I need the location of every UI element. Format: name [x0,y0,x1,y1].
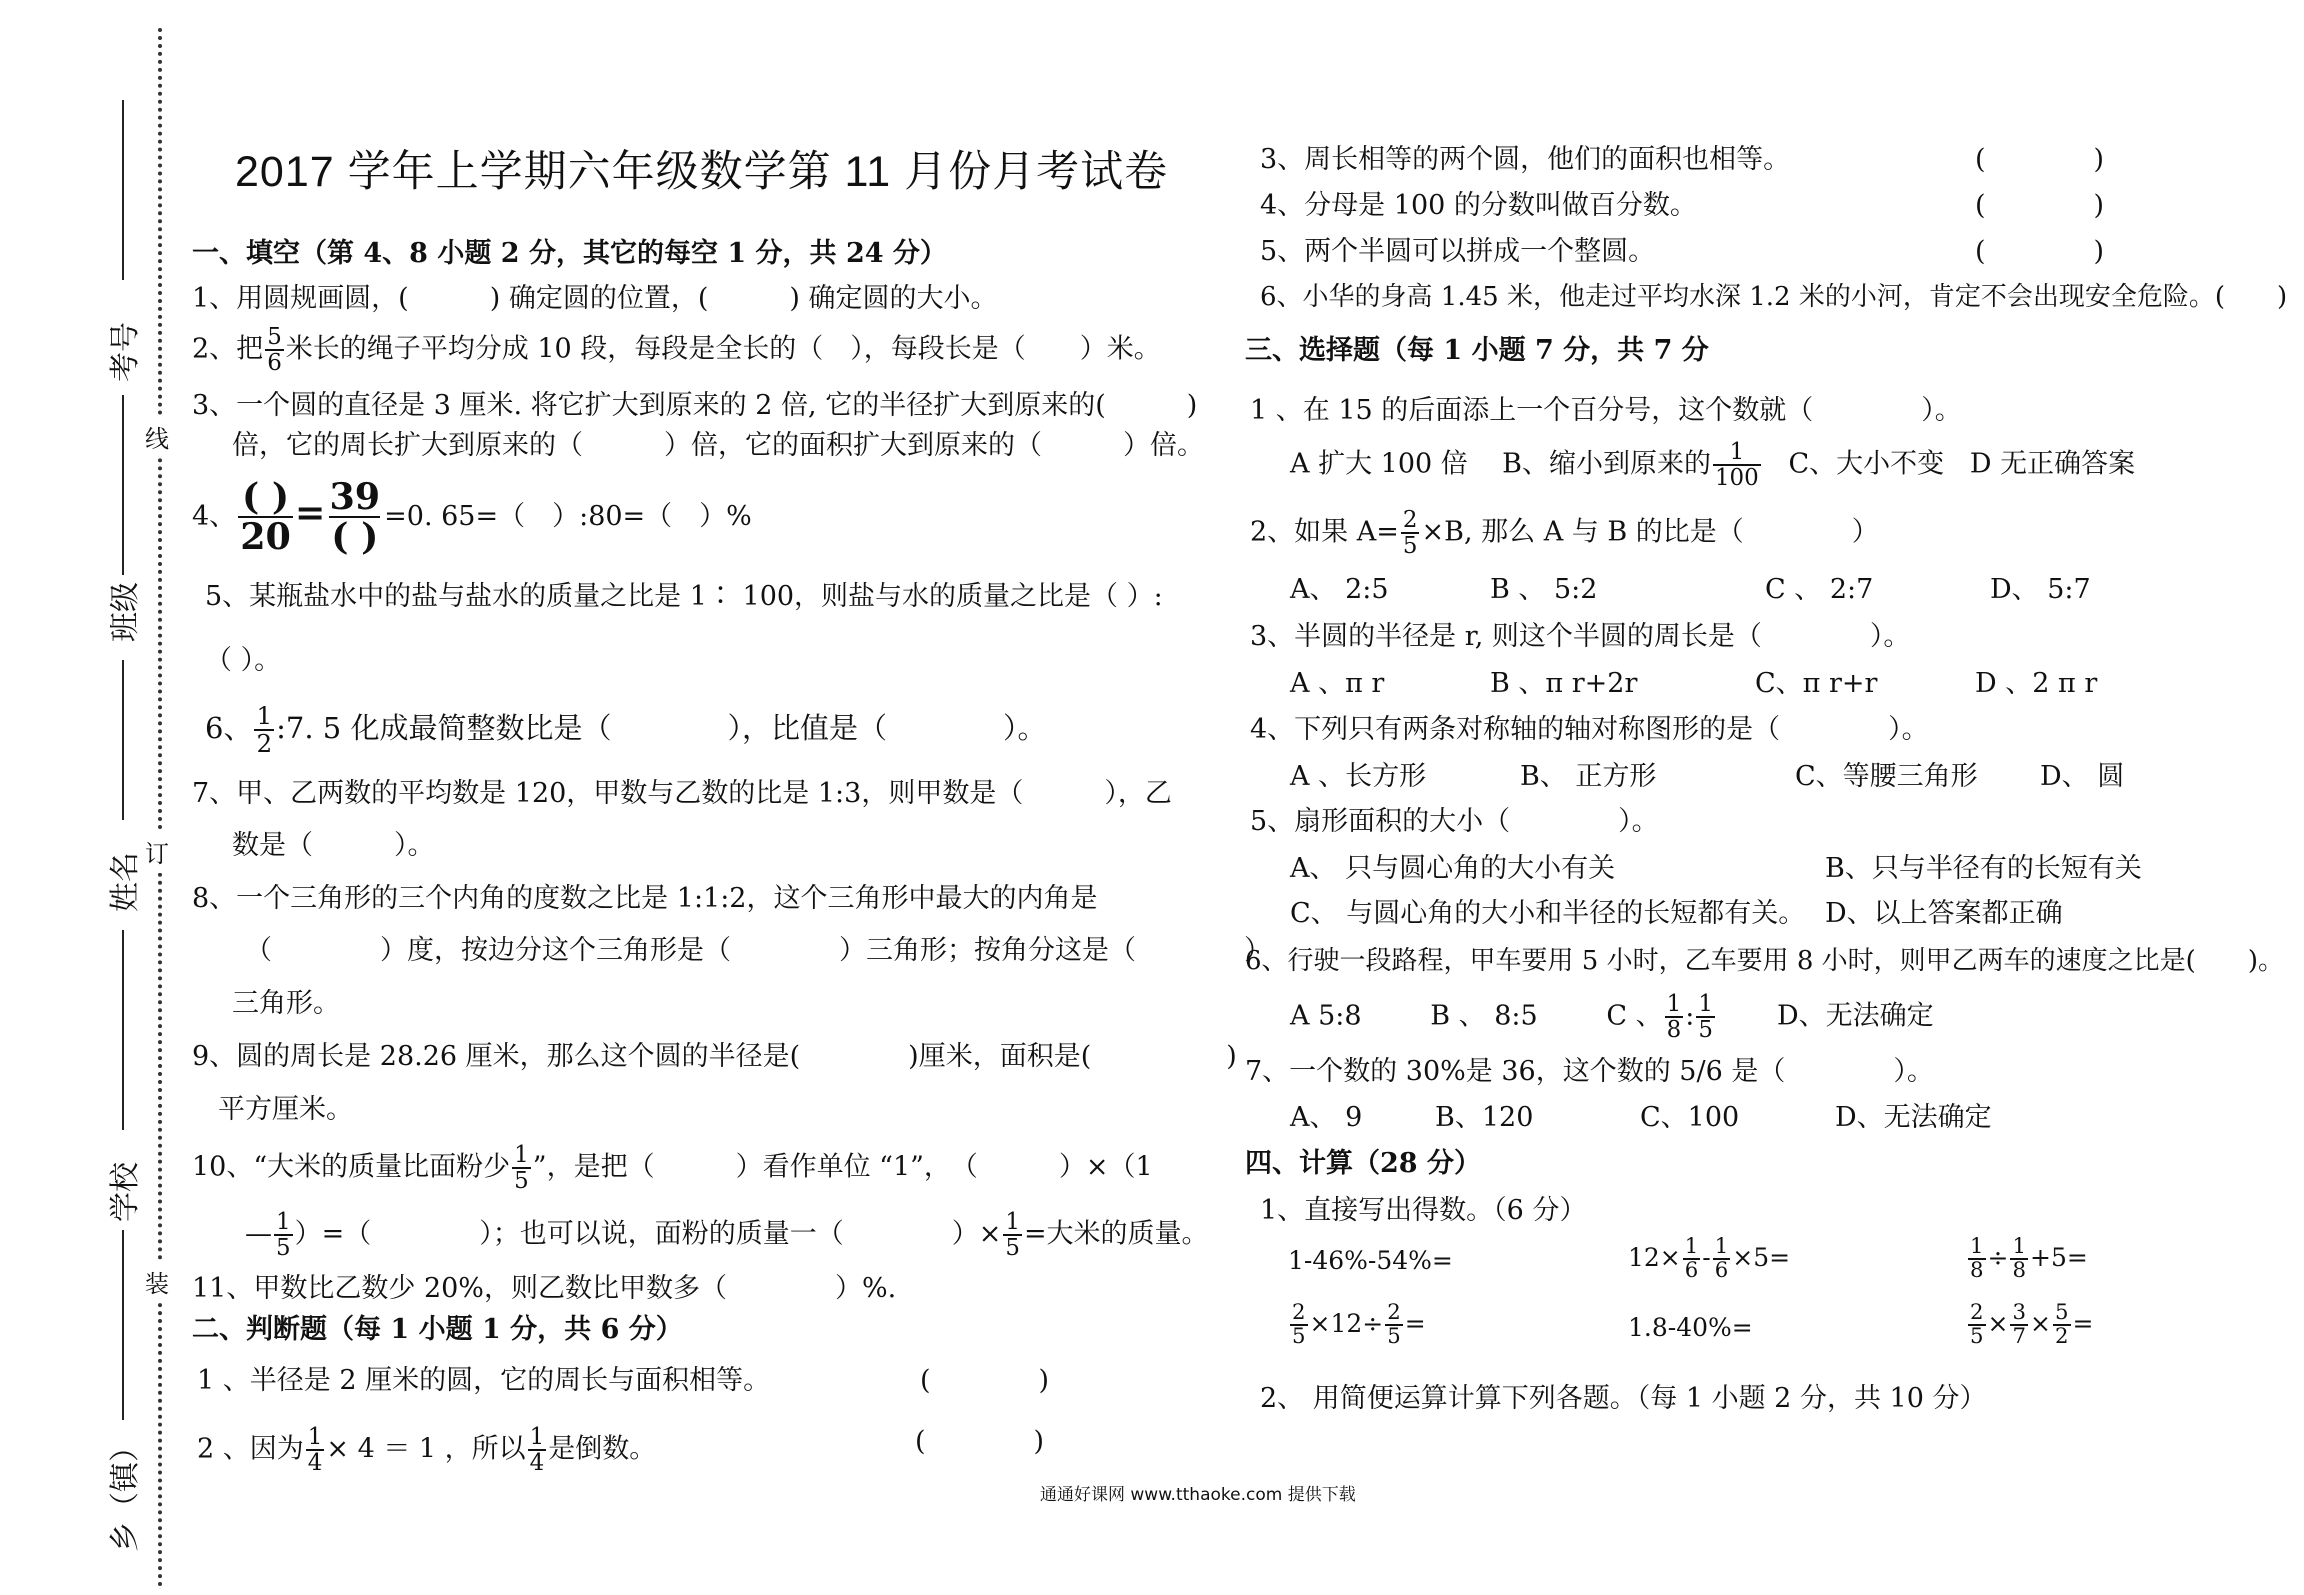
s4-calc6 [1966,1302,2093,1349]
numerator: 1 [1714,1234,1729,1259]
s1-q8a: 8、一个三角形的三个内角的度数之比是 1:1:2，这个三角形中最大的内角是 [192,883,1098,914]
numerator: 1 [1729,439,1745,465]
s1-q4-equals: = [294,490,326,534]
numerator: 2 [1387,1300,1401,1325]
s3-q6-fraction1 [1665,992,1684,1042]
s3-q2 [1250,508,1879,558]
numerator: 2 [1970,1300,1984,1325]
exam-no-label: 考号 [108,322,143,382]
s1-q6-text-b: :7. 5 化成最简整数比是（ ），比值是（ ）。 [276,710,1047,745]
town-label: 乡（镇） [108,1432,143,1552]
numerator: 3 [2012,1300,2027,1325]
denominator: 5 [514,1168,529,1195]
s1-q4-num: 4、 [192,500,237,532]
numerator: 1 [256,701,273,730]
numerator: 1 [1698,991,1713,1017]
numerator: 5 [2054,1300,2069,1325]
s2-q2-text-b: × 4 ＝ 1 ，所以 [326,1433,526,1465]
s3-q3-option-c: C、π r+r [1755,668,1878,699]
s1-q7b: 数是（ ）。 [232,830,435,861]
denominator: 6 [267,350,282,377]
s2-q1: 1 、半径是 2 厘米的圆，它的周长与面积相等。 [197,1365,771,1396]
s4-calc4 [1288,1302,1426,1349]
s3-q7-option-b: B、120 [1435,1102,1534,1133]
s1-q7a: 7、甲、乙两数的平均数是 120，甲数与乙数的比是 1:3，则甲数是（ ），乙 [192,778,1172,809]
exam-no-line [122,100,124,280]
s3-q7: 7、一个数的 30%是 36，这个数的 5/6 是（ ）。 [1245,1056,1934,1087]
s2-q5: 5、两个半圆可以拼成一个整圆。 [1260,236,1656,267]
s4-calc4-equals: = [1404,1308,1426,1338]
s1-q1: 1、用圆规画圆，( ) 确定圆的位置，( ) 确定圆的大小。 [192,283,998,314]
s2-q3-paren: ( ) [1975,144,2105,175]
numerator: 1 [1005,1209,1020,1235]
footer-source: 通通好课网 www.tthaoke.com 提供下载 [1040,1485,1356,1505]
s4-calc3-fraction2 [2010,1236,2028,1283]
denominator: 4 [307,1450,323,1477]
s3-q7-option-a: A、 9 [1290,1102,1363,1133]
name-line [122,660,124,820]
s3-q6-colon: : [1685,1000,1695,1032]
s2-q2-text-a: 2 、因为 [197,1433,304,1465]
s4-calc2-fraction1 [1683,1236,1701,1283]
denominator: 20 [240,515,291,559]
section3-heading: 三、选择题（每 1 小题 7 分，共 7 分 [1245,335,1709,366]
s1-q5b: （ ）。 [205,645,282,676]
s2-q2-fraction1 [306,1425,325,1475]
s3-q6: 6、行驶一段路程，甲车要用 5 小时，乙车要用 8 小时，则甲乙两车的速度之比是( )。 [1245,946,2284,976]
s1-q2-text-a: 2、把 [192,333,264,365]
s3-q2-option-c: C 、 2:7 [1765,574,1874,605]
s1-q4-fraction2 [327,475,382,559]
denominator: 5 [1292,1324,1306,1350]
s3-q2-option-b: B 、 5:2 [1490,574,1598,605]
s4-calc2 [1628,1236,1790,1283]
s1-q11: 11、甲数比乙数少 20%，则乙数比甲数多（ ）%. [192,1273,897,1304]
s1-q3a: 3、一个圆的直径是 3 厘米. 将它扩大到原来的 2 倍, 它的半径扩大到原来的( ) [192,390,1198,421]
denominator: 2 [2054,1324,2069,1350]
s4-calc6-fraction3 [2053,1302,2071,1349]
s1-q4 [192,475,752,559]
s3-q5: 5、扇形面积的大小（ ）。 [1250,806,1659,837]
numerator: 1 [1684,1234,1699,1259]
s4-calc3-divide: ÷ [1987,1242,2009,1272]
s1-q8b: （ ）度，按边分这个三角形是（ ）三角形；按角分这是（ ） [245,935,1271,966]
denominator: 6 [1714,1258,1729,1284]
s4-calc6-times1: × [1987,1308,2009,1338]
s1-q10-text-a2: ”，是把（ ）看作单位 “1”， （ ）×（1 [532,1151,1153,1183]
cut-zhuang-char: 装 [145,1260,169,1303]
numerator: ( ) [241,475,290,518]
s1-q10-fraction3 [1003,1210,1022,1260]
denominator: 5 [1387,1324,1401,1350]
s3-q2-option-a: A、 2:5 [1290,574,1389,605]
numerator: 1 [276,1209,291,1235]
s1-q10-line1 [192,1143,1153,1193]
section4-heading: 四、计算（28 分） [1245,1148,1481,1179]
denominator: 6 [1684,1258,1699,1284]
s1-q5a: 5、某瓶盐水中的盐与盐水的质量之比是 1∶ 100，则盐与水的质量之比是（ ）: [205,581,1163,612]
s3-q6-option-a: A 5:8 [1290,1000,1362,1032]
numerator: 1 [2012,1234,2027,1259]
denominator: 7 [2012,1324,2027,1350]
denominator: 5 [1402,533,1418,560]
s2-q2-text-c: 是倒数。 [548,1433,657,1465]
s3-q1-fraction [1713,440,1761,490]
s1-q9a: 9、圆的周长是 28.26 厘米，那么这个圆的半径是( )厘米，面积是( ) [192,1041,1237,1072]
s4-calc2-fraction2 [1713,1236,1731,1283]
name-label: 姓名 [108,852,143,912]
cut-dotted-line [158,28,162,1588]
s3-q4-option-d: D、 圆 [2040,761,2125,792]
s1-q6-fraction [254,703,274,757]
s1-q10-text-b3: =大米的质量。 [1023,1218,1209,1250]
cut-ding-char: 订 [145,830,169,873]
s4-calc3-text-b: +5= [2030,1242,2088,1272]
s3-q1-option-c: C、大小不变 [1788,448,1945,480]
s3-q1-options [1290,440,2135,490]
s3-q5-option-c: C、 与圆心角的大小和半径的长短都有关。 [1290,898,1806,929]
s1-q10-dash: — [245,1218,272,1250]
denominator: 8 [2012,1258,2027,1284]
s3-q4-option-b: B、 正方形 [1520,761,1657,792]
s4-calc3-fraction1 [1968,1236,1986,1283]
exam-title: 2017 学年上学期六年级数学第 11 月份月考试卷 [235,148,1169,196]
s4-calc2-text-a: 12× [1628,1242,1681,1272]
s1-q2 [192,325,1161,375]
numerator: 1 [514,1142,529,1168]
s3-q3: 3、半圆的半径是 r, 则这个半圆的周长是（ ）。 [1250,621,1911,652]
s3-q2-fraction [1401,508,1420,558]
school-line [122,930,124,1130]
town-line [122,1230,124,1420]
s1-q6-num: 6、 [205,710,253,745]
s1-q10-text-b2: ）=（ ）；也可以说，面粉的质量一（ ）× [294,1218,1002,1250]
s4-calc5: 1.8-40%= [1628,1313,1753,1342]
s3-q6-options [1290,992,1934,1042]
s4-calc4-text-a: ×12÷ [1309,1308,1384,1338]
s4-calc3 [1966,1236,2088,1283]
s4-calc6-times2: × [2030,1308,2051,1338]
s4-calc2-text-c: ×5= [1732,1242,1791,1272]
section1-heading: 一、填空（第 4、8 小题 2 分，其它的每空 1 分，共 24 分） [192,238,947,269]
s3-q7-option-c: C、100 [1640,1102,1740,1133]
s2-q1-paren: ( ) [920,1365,1050,1396]
s3-q6-option-d: D、无法确定 [1776,1000,1934,1032]
s1-q10-text-a1: 10、“大米的质量比面粉少 [192,1151,511,1183]
s4-calc4-fraction1 [1290,1302,1308,1349]
s4-calc2-minus: - [1702,1242,1711,1272]
s4-calc1: 1-46%-54%= [1288,1246,1453,1275]
s3-q5-option-a: A、 只与圆心角的大小有关 [1290,853,1616,884]
denominator: 5 [1005,1235,1020,1262]
s1-q2-text-b: 米长的绳子平均分成 10 段，每段是全长的（ ），每段长是（ ）米。 [285,333,1161,365]
s4-sub1: 1、直接写出得数。（6 分） [1260,1195,1587,1226]
denominator: 8 [1970,1258,1984,1284]
s2-q3: 3、周长相等的两个圆，他们的面积也相等。 [1260,144,1791,175]
numerator: 2 [1292,1300,1306,1325]
s2-q2 [197,1425,656,1475]
s3-q2-text-b: ×B, 那么 A 与 B 的比是（ ） [1421,516,1879,548]
s3-q5-option-b: B、只与半径有的长短有关 [1825,853,2142,884]
s1-q3b: 倍，它的周长扩大到原来的（ ）倍，它的面积扩大到原来的（ ）倍。 [232,430,1204,461]
s2-q2-paren: ( ) [915,1426,1045,1457]
s1-q6 [205,703,1046,757]
s3-q4-option-c: C、等腰三角形 [1795,761,1978,792]
s3-q1-option-b: B、缩小到原来的 [1502,448,1711,480]
s3-q3-option-b: B 、π r+2r [1490,668,1638,699]
denominator: 2 [256,728,273,758]
denominator: ( ) [331,515,379,559]
s4-calc6-fraction2 [2010,1302,2028,1349]
denominator: 4 [529,1450,545,1477]
s3-q2-option-d: D、 5:7 [1990,574,2091,605]
s1-q9b: 平方厘米。 [218,1094,353,1125]
s4-sub2: 2、 用简便运算计算下列各题。（每 1 小题 2 分，共 10 分） [1260,1383,1987,1414]
s2-q2-fraction2 [528,1425,547,1475]
s3-q4: 4、下列只有两条对称轴的轴对称图形的是（ ）。 [1250,714,1929,745]
s4-calc6-equals: = [2072,1308,2094,1338]
s1-q10-fraction1 [512,1143,531,1193]
s3-q6-option-c: C 、 [1606,1000,1663,1032]
s2-q6: 6、小华的身高 1.45 米，他走过平均水深 1.2 米的小河，肯定不会出现安全危险。( ) [1260,282,2288,312]
s1-q4-text-b: =0. 65=（ ）:80=（ ）% [384,500,752,532]
s4-calc6-fraction1 [1968,1302,1986,1349]
numerator: 39 [329,475,381,518]
numerator: 1 [1970,1234,1984,1259]
s2-q4-paren: ( ) [1975,190,2105,221]
s3-q3-option-d: D 、2 π r [1975,668,2098,699]
numerator: 1 [307,1424,323,1450]
section2-heading: 二、判断题（每 1 小题 1 分，共 6 分） [192,1314,683,1345]
s3-q6-option-b: B 、 8:5 [1430,1000,1538,1032]
s3-q7-option-d: D、无法确定 [1835,1102,1992,1133]
school-label: 学校 [108,1162,143,1222]
numerator: 5 [267,324,282,350]
denominator: 5 [1698,1017,1713,1044]
cut-line-char: 线 [145,415,169,458]
s1-q4-fraction1 [238,475,293,559]
class-line [122,395,124,575]
s2-q5-paren: ( ) [1975,236,2105,267]
numerator: 2 [1402,507,1418,533]
s1-q10-line2 [245,1210,1209,1260]
denominator: 100 [1714,465,1759,492]
denominator: 5 [276,1235,291,1262]
s3-q4-option-a: A 、长方形 [1290,761,1427,792]
s3-q2-text-a: 2、如果 A= [1250,516,1399,548]
s3-q5-option-d: D、以上答案都正确 [1825,898,2063,929]
s3-q1-option-a: A 扩大 100 倍 [1290,448,1468,480]
s1-q2-fraction [265,325,284,375]
s3-q6-fraction2 [1696,992,1715,1042]
numerator: 1 [529,1424,545,1450]
s1-q8c: 三角形。 [232,988,340,1019]
s3-q1: 1 、在 15 的后面添上一个百分号，这个数就（ ）。 [1250,395,1962,426]
s1-q10-fraction2 [274,1210,293,1260]
s2-q4: 4、分母是 100 的分数叫做百分数。 [1260,190,1697,221]
s3-q1-option-d: D 无正确答案 [1969,448,2136,480]
s3-q3-option-a: A 、π r [1290,668,1385,699]
s4-calc4-fraction2 [1385,1302,1403,1349]
denominator: 5 [1970,1324,1984,1350]
denominator: 8 [1666,1017,1682,1044]
class-label: 班级 [108,582,143,642]
numerator: 1 [1666,991,1682,1017]
